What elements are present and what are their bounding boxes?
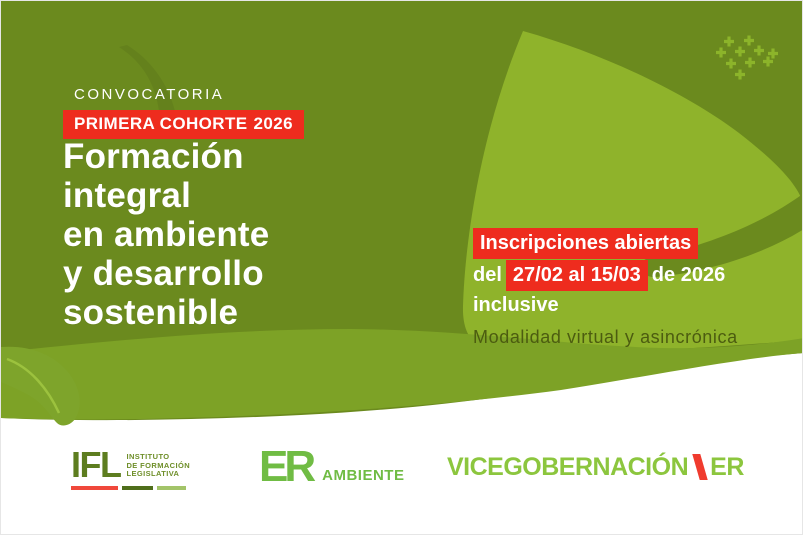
course-title-line: sostenible — [63, 293, 239, 332]
cohort-badge-year: 2026 — [253, 114, 293, 133]
ifl-bar-darkgreen-segment — [122, 486, 153, 490]
course-title-line: integral — [63, 176, 192, 215]
ifl-name-line: INSTITUTO — [126, 452, 170, 461]
ifl-brand-bar — [71, 486, 191, 490]
ifl-logo-top — [71, 444, 191, 485]
ambiente-label: AMBIENTE — [322, 467, 405, 484]
date-prefix: del — [473, 264, 502, 286]
ifl-bar-red-segment — [71, 486, 118, 490]
vicegobernacion-name: VICEGOBERNACIÓN — [447, 453, 689, 481]
brand-backslash-icon — [692, 454, 707, 480]
ifl-logo — [71, 444, 191, 490]
enrollment-dates-line — [473, 260, 793, 291]
enrollment-open-line — [473, 228, 793, 259]
vicegobernacion-logo — [447, 454, 744, 480]
ifl-bar-lightgreen-segment — [157, 486, 186, 490]
vicegobernacion-er: ER — [710, 453, 744, 481]
course-title-line: en ambiente — [63, 215, 270, 254]
date-range-highlight: 27/02 al 15/03 — [506, 260, 648, 291]
date-inclusive: inclusive — [473, 294, 559, 316]
course-title-line: y desarrollo — [63, 254, 264, 293]
ifl-name-line: LEGISLATIVA — [126, 469, 180, 478]
course-title — [63, 137, 269, 332]
enrollment-info — [473, 228, 793, 348]
cohort-badge-label: PRIMERA COHORTE — [74, 114, 248, 133]
er-acronym: ER — [259, 442, 313, 491]
cohort-badge — [63, 110, 304, 139]
modality-note: Modalidad virtual y asincrónica — [473, 327, 738, 347]
er-ambiente-logo — [259, 442, 405, 491]
date-suffix: de 2026 — [651, 264, 726, 286]
course-title-line: Formación — [63, 137, 244, 176]
kicker-text: CONVOCATORIA — [74, 86, 225, 103]
ifl-name — [126, 448, 190, 479]
enrollment-open-badge: Inscripciones abiertas — [473, 228, 698, 259]
ifl-acronym: IFL — [71, 444, 121, 485]
ifl-name-line: DE FORMACIÓN — [126, 460, 191, 470]
